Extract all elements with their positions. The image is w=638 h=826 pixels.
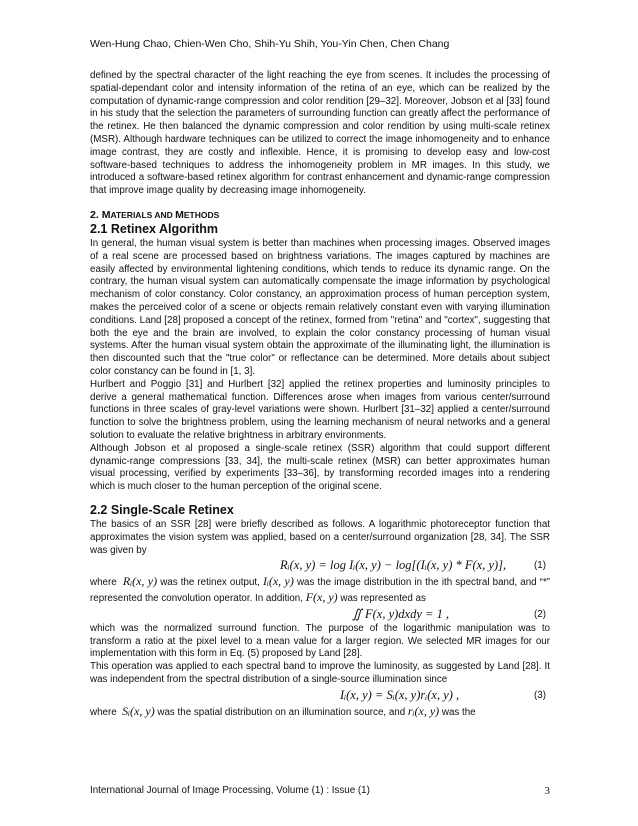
equation-2	[90, 606, 550, 623]
paragraph: which was the normalized surround function. The purpose of the logarithmic manipulation was to transform a ratio at the pixel level to a mean value for a larger region. We selected MR images for our implementation with this form in Eq. (5) proposed by Land [28].	[90, 622, 550, 660]
paragraph: where Sᵢ(x, y) was the spatial distribution on an illumination source, and rᵢ(x, y) was the	[90, 703, 476, 718]
page-footer	[90, 785, 550, 796]
math-inline: rᵢ(x, y)	[407, 703, 440, 718]
equation-expression: ∬ F(x, y)dxdy = 1 ,	[352, 606, 450, 621]
paragraph: In general, the human visual system is better than machines when processing images. Observed images of a real scene are processed based on brightness variations. The images captured by machines are easily affected by environmental lightening conditions, which tends to reduce its dynamic range. On the contrary, the human visual system can automatically compensate the image information by psychological mechanism of color constancy. Color constancy, an approximation process of human perception system, makes the perceived color of a scene or objects remain relatively constant even with varying illumination conditions. Land [28] proposed a concept of the retinex, formed from "retina" and "cortex", suggesting that both the eye and the brain are involved, to explain the color constancy processing of human visual systems. After the human visual system obtain the approximate of the illuminating light, the illumination is then discounted such that the "true color" or reflectance can be determined. More details about subject color constancy can be found in [1, 3].	[90, 237, 550, 377]
equation-1	[90, 557, 550, 574]
math-inline: Rᵢ(x, y)	[122, 574, 158, 589]
equation-3	[90, 687, 550, 704]
math-inline: F(x, y)	[305, 590, 338, 605]
paragraph: This operation was applied to each spectral band to improve the luminosity, as suggested by Land [28]. It was independent from the spectral distribution of a single-source illumination since	[90, 661, 550, 686]
equation-expression: Iᵢ(x, y) = Sᵢ(x, y)rᵢ(x, y) ,	[340, 687, 460, 702]
equation-number: (1)	[534, 560, 546, 572]
body-text	[90, 70, 550, 720]
math-inline: Sᵢ(x, y)	[122, 703, 155, 718]
paragraph: Although Jobson et al proposed a single-scale retinex (SSR) algorithm that could support different dynamic-range compressions [33, 34], the multi-scale retinex (MSR) can better approximates human visual processing, verified by experiments [33–36], by transforming recorded images into a rendering which is much closer to the human perception of the original scene.	[90, 442, 550, 493]
paragraph: where Rᵢ(x, y) was the retinex output, Iᵢ(x, y) was the image distribution in the ith spectral band, and “*” represented the convolution operator. In addition, F(x, y) was represented as	[90, 574, 551, 605]
paragraph: Hurlbert and Poggio [31] and Hurlbert [32] applied the retinex properties and luminosity principles to derive a general mathematical function. Differences arose when images from various center/surround functions in three scales of gray-level variations were shown. Hurlbert [31–32] applied a center/surround function to solve the brightness problem, using the learning mechanism of neural networks and a general solution to evaluate the relative brightness in arbitrary environments.	[90, 378, 550, 441]
equation-expression: Rᵢ(x, y) = log Iᵢ(x, y) − log[(Iᵢ(x, y) * F(x, y)],	[280, 558, 507, 573]
page-number: 3	[544, 785, 550, 797]
subsection-title: 2.2 Single-Scale Retinex	[90, 502, 234, 517]
running-header: Wen-Hung Chao, Chien-Wen Cho, Shih-Yu Shih, You-Yin Chen, Chen Chang	[90, 38, 450, 50]
subsection-title: 2.1 Retinex Algorithm	[90, 221, 219, 236]
section-heading: 2. MATERIALS AND METHODS	[90, 208, 220, 221]
equation-number: (3)	[534, 689, 546, 701]
paragraph: The basics of an SSR [28] were briefly described as follows. A logarithmic photoreceptor function that approximates the vision system was applied, based on a center/surround organization [28, 34]. The SSR was given by	[90, 518, 550, 556]
intro-paragraph: defined by the spectral character of the light reaching the eye from scenes. It includes the processing of spatial-dependant color and intensity information of the retina of an eye, which can be realized by the computation of dynamic-range compression and color rendition [29–32]. Moreover, Jobson et al [33] found in his study that the selection the parameters of surrounding function can greatly affect the performance of the retinex. He then balanced the dynamic compression and color rendition by using multi-scale retinex (MSR). Although hardware techniques can be utilized to correct the image inhomogeneity and to enhance image contrast, they are costly and inflexible. Hence, it is promising to develop easy and low-cost software-based techniques to address the inhomogeneity problem in MR images. In this study, we introduced a software-based retinex algorithm for contrast enhancement and dynamic-range compression that improve image quality by decreasing image inhomogeneity.	[90, 70, 550, 197]
math-inline: Iᵢ(x, y)	[262, 574, 294, 589]
equation-number: (2)	[534, 608, 546, 620]
journal-citation: International Journal of Image Processing, Volume (1) : Issue (1)	[90, 785, 370, 796]
